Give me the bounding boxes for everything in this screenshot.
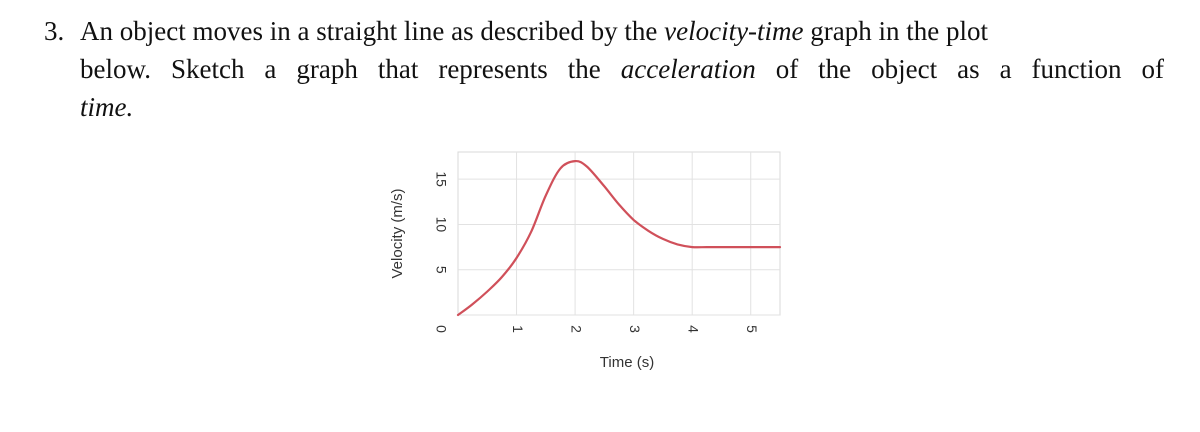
question-number: 3.	[44, 16, 65, 46]
y-tick-label: 0	[433, 325, 450, 333]
question-line-1	[44, 12, 1164, 50]
x-tick-label: 3	[626, 325, 643, 333]
question-line-1-emphasis: velocity-time	[664, 16, 804, 46]
question-text	[44, 12, 1164, 126]
y-axis-label: Velocity (m/s)	[389, 188, 406, 279]
y-tick-label: 15	[433, 171, 450, 187]
y-tick-label: 10	[433, 216, 450, 233]
y-tick-labels	[433, 171, 449, 333]
x-tick-label: 1	[509, 325, 526, 333]
question-line-2-emphasis: acceleration	[620, 54, 756, 84]
question-line-2-text-b: of the object as a function of	[755, 54, 1164, 84]
question-line-2	[44, 50, 1164, 88]
x-tick-label: 5	[744, 325, 761, 333]
question-line-3-emphasis: time.	[80, 92, 134, 122]
x-tick-label: 2	[568, 325, 585, 333]
question-line-1-text-a: An object moves in a straight line as described by the	[80, 16, 665, 46]
question-line-3	[44, 88, 1164, 126]
x-tick-label: 4	[685, 325, 702, 333]
question-line-1-text-b: graph in the plot	[803, 16, 988, 46]
velocity-time-chart	[380, 140, 800, 390]
x-tick-labels	[510, 325, 760, 333]
chart-svg	[380, 140, 800, 390]
y-tick-label: 5	[433, 265, 450, 274]
plot-area	[458, 152, 780, 315]
question-line-2-text-a: below. Sketch a graph that represents the	[80, 54, 621, 84]
x-axis-label: Time (s)	[599, 354, 655, 371]
